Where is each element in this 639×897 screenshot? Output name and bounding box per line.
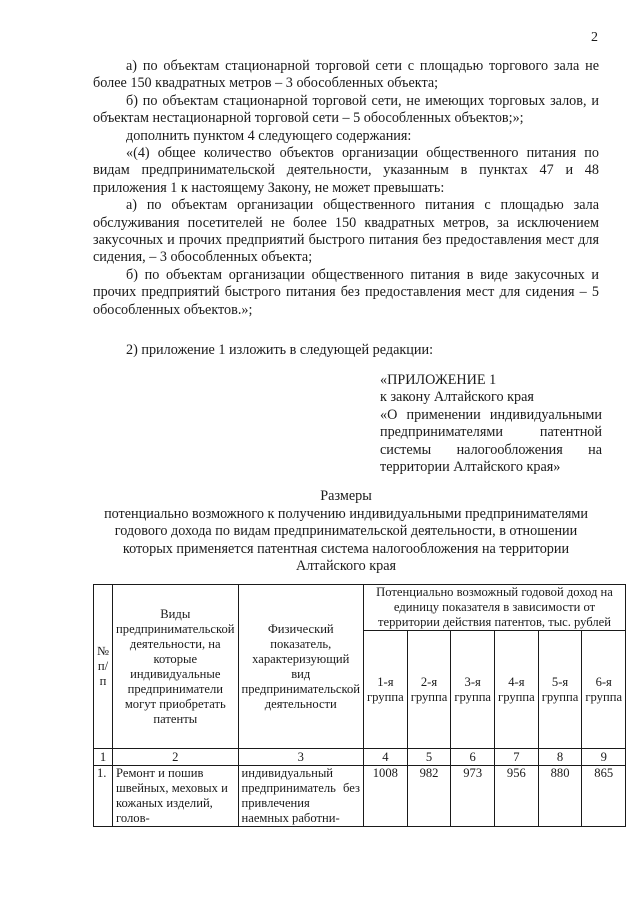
column-number: 6 (451, 749, 495, 766)
body-text (93, 58, 599, 360)
header-group-6: 6-я группа (582, 631, 626, 749)
header-physical-indicator: Физический показатель, характеризующий вид предпринимательской деятельности (238, 585, 364, 749)
row-value-group-1: 1008 (364, 766, 408, 827)
appendix-title: «ПРИЛОЖЕНИЕ 1 (380, 372, 497, 388)
row-value-group-4: 956 (495, 766, 539, 827)
row-value-group-3: 973 (451, 766, 495, 827)
header-income: Потенциально возможный годовой доход на единицу показателя в зависимости от территории действия патентов, тыс. рублей (364, 585, 626, 631)
row-num: 1. (94, 766, 113, 827)
paragraph-a-trade: а) по объектам стационарной торговой сети с площадью торгового зала не более 150 квадратных метров – 3 обособленных объекта; (93, 58, 599, 92)
column-number: 8 (538, 749, 582, 766)
paragraph-a-catering: а) по объектам организации общественного питания с площадью зала обслуживания посетителей не более 150 квадратных метров, за исключением закусочных и прочих предприятий быстрого питания без предоставления мест для сидения, – 3 обособленных объекта; (93, 197, 599, 266)
row-indicator: индивидуальный предприниматель без привлечения наемных работни- (238, 766, 364, 827)
header-group-1: 1-я группа (364, 631, 408, 749)
column-number: 9 (582, 749, 626, 766)
row-value-group-6: 865 (582, 766, 626, 827)
paragraph-add-point: дополнить пунктом 4 следующего содержания: (126, 127, 412, 144)
paragraph-appendix-edit: 2) приложение 1 изложить в следующей редакции: (126, 342, 434, 359)
row-activity-type: Ремонт и пошив швейных, меховых и кожаных изделий, голов- (113, 766, 238, 827)
sizes-title: Размеры (320, 488, 372, 504)
header-group-3: 3-я группа (451, 631, 495, 749)
sizes-subtitle: потенциально возможного к получению индивидуальными предпринимателями годового дохода по видам предпринимательской деятельности, в отношении которых применяется патентная система налогообложения на территории Алтайского края (104, 505, 588, 575)
income-table (93, 584, 626, 827)
appendix-law-ref: к закону Алтайского края (380, 389, 534, 406)
sizes-heading (100, 488, 592, 576)
column-number: 4 (364, 749, 408, 766)
column-number: 3 (238, 749, 364, 766)
column-number: 1 (94, 749, 113, 766)
row-value-group-2: 982 (407, 766, 451, 827)
column-number: 2 (113, 749, 238, 766)
page-number: 2 (591, 30, 598, 45)
paragraph-b-catering: б) по объектам организации общественного питания в виде закусочных и прочих предприятий быстрого питания без предоставления мест для сидения – 5 обособленных объектов.»; (93, 266, 599, 318)
row-value-group-5: 880 (538, 766, 582, 827)
column-number: 5 (407, 749, 451, 766)
column-number: 7 (495, 749, 539, 766)
header-group-5: 5-я группа (538, 631, 582, 749)
appendix-law-name: «О применении индивидуальными предпринимателями патентной системы налогообложения на территории Алтайского края» (380, 406, 602, 476)
header-group-4: 4-я группа (495, 631, 539, 749)
paragraph-point-4: «(4) общее количество объектов организации общественного питания по видам предпринимательской деятельности, указанным в пунктах 47 и 48 приложения 1 к настоящему Закону, не может превышать: (93, 145, 599, 196)
header-num: № п/п (94, 585, 113, 749)
table-row (94, 766, 626, 827)
appendix-heading (380, 372, 602, 476)
paragraph-b-trade: б) по объектам стационарной торговой сети, не имеющих торговых залов, и объектам нестационарной торговой сети – 5 обособленных объектов;»; (93, 92, 599, 127)
header-group-2: 2-я группа (407, 631, 451, 749)
header-activity-types: Виды предпринимательской деятельности, на которые индивидуальные предприниматели могут приобретать патенты (113, 585, 238, 749)
